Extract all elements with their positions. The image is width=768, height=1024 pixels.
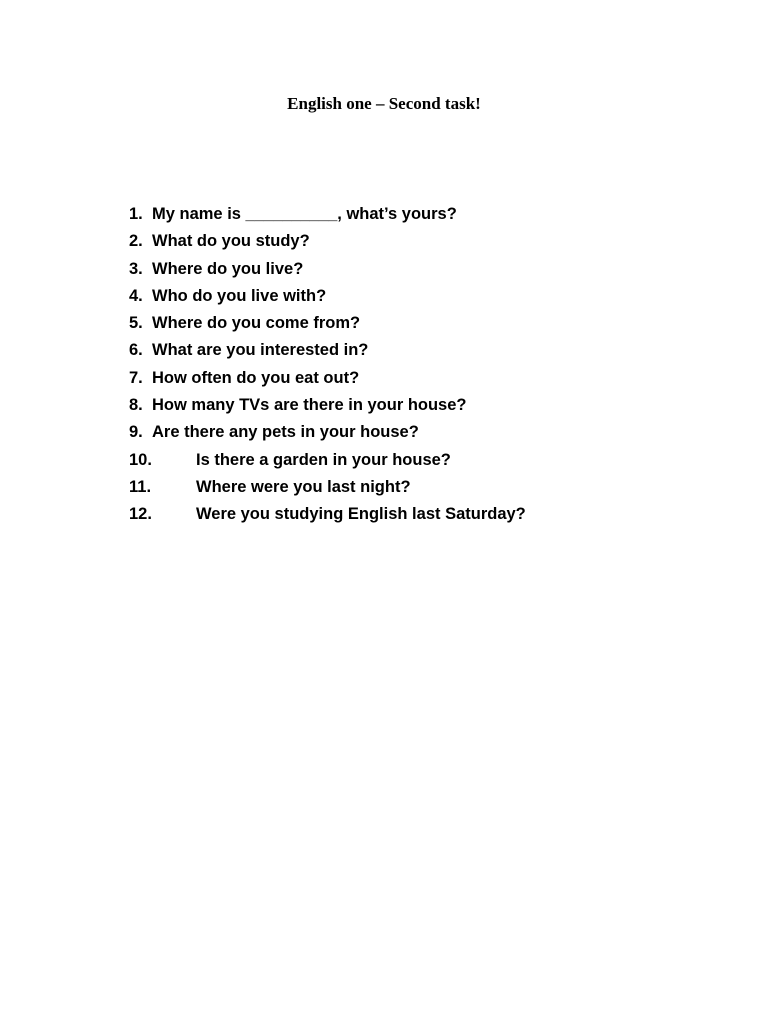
question-text: Where do you live? <box>152 259 304 278</box>
question-text: Is there a garden in your house? <box>196 450 451 469</box>
question-number: 4. <box>129 286 143 305</box>
question-number: 10. <box>129 450 152 469</box>
list-item <box>129 201 457 228</box>
list-item <box>129 337 369 364</box>
question-number: 12. <box>129 505 152 524</box>
question-text: Where do you come from? <box>152 314 361 333</box>
question-number: 3. <box>129 259 143 278</box>
list-item <box>129 474 411 501</box>
list-item <box>129 419 419 446</box>
list-item <box>129 310 361 337</box>
question-number: 8. <box>129 396 143 415</box>
question-text: What do you study? <box>152 232 310 251</box>
list-item <box>129 365 360 392</box>
list-item <box>129 228 310 255</box>
list-item <box>129 447 451 474</box>
question-number: 11. <box>129 477 152 496</box>
list-item <box>129 283 327 310</box>
question-text: Where were you last night? <box>196 477 411 496</box>
list-item <box>129 256 304 283</box>
question-text: How many TVs are there in your house? <box>152 396 467 415</box>
question-text: How often do you eat out? <box>152 368 360 387</box>
question-number: 1. <box>129 205 143 223</box>
list-item <box>129 392 467 419</box>
list-item <box>129 501 526 528</box>
question-number: 2. <box>129 232 143 251</box>
question-text: Who do you live with? <box>152 286 327 305</box>
question-text: What are you interested in? <box>152 341 369 360</box>
question-text: Were you studying English last Saturday? <box>196 505 526 524</box>
question-number: 9. <box>129 423 143 442</box>
question-number: 5. <box>129 314 143 333</box>
question-number: 6. <box>129 341 143 360</box>
question-text: My name is __________, what’s yours? <box>152 205 457 223</box>
question-list <box>129 201 526 529</box>
question-text: Are there any pets in your house? <box>152 423 419 442</box>
question-number: 7. <box>129 368 143 387</box>
page-title: English one – Second task! <box>287 94 481 113</box>
